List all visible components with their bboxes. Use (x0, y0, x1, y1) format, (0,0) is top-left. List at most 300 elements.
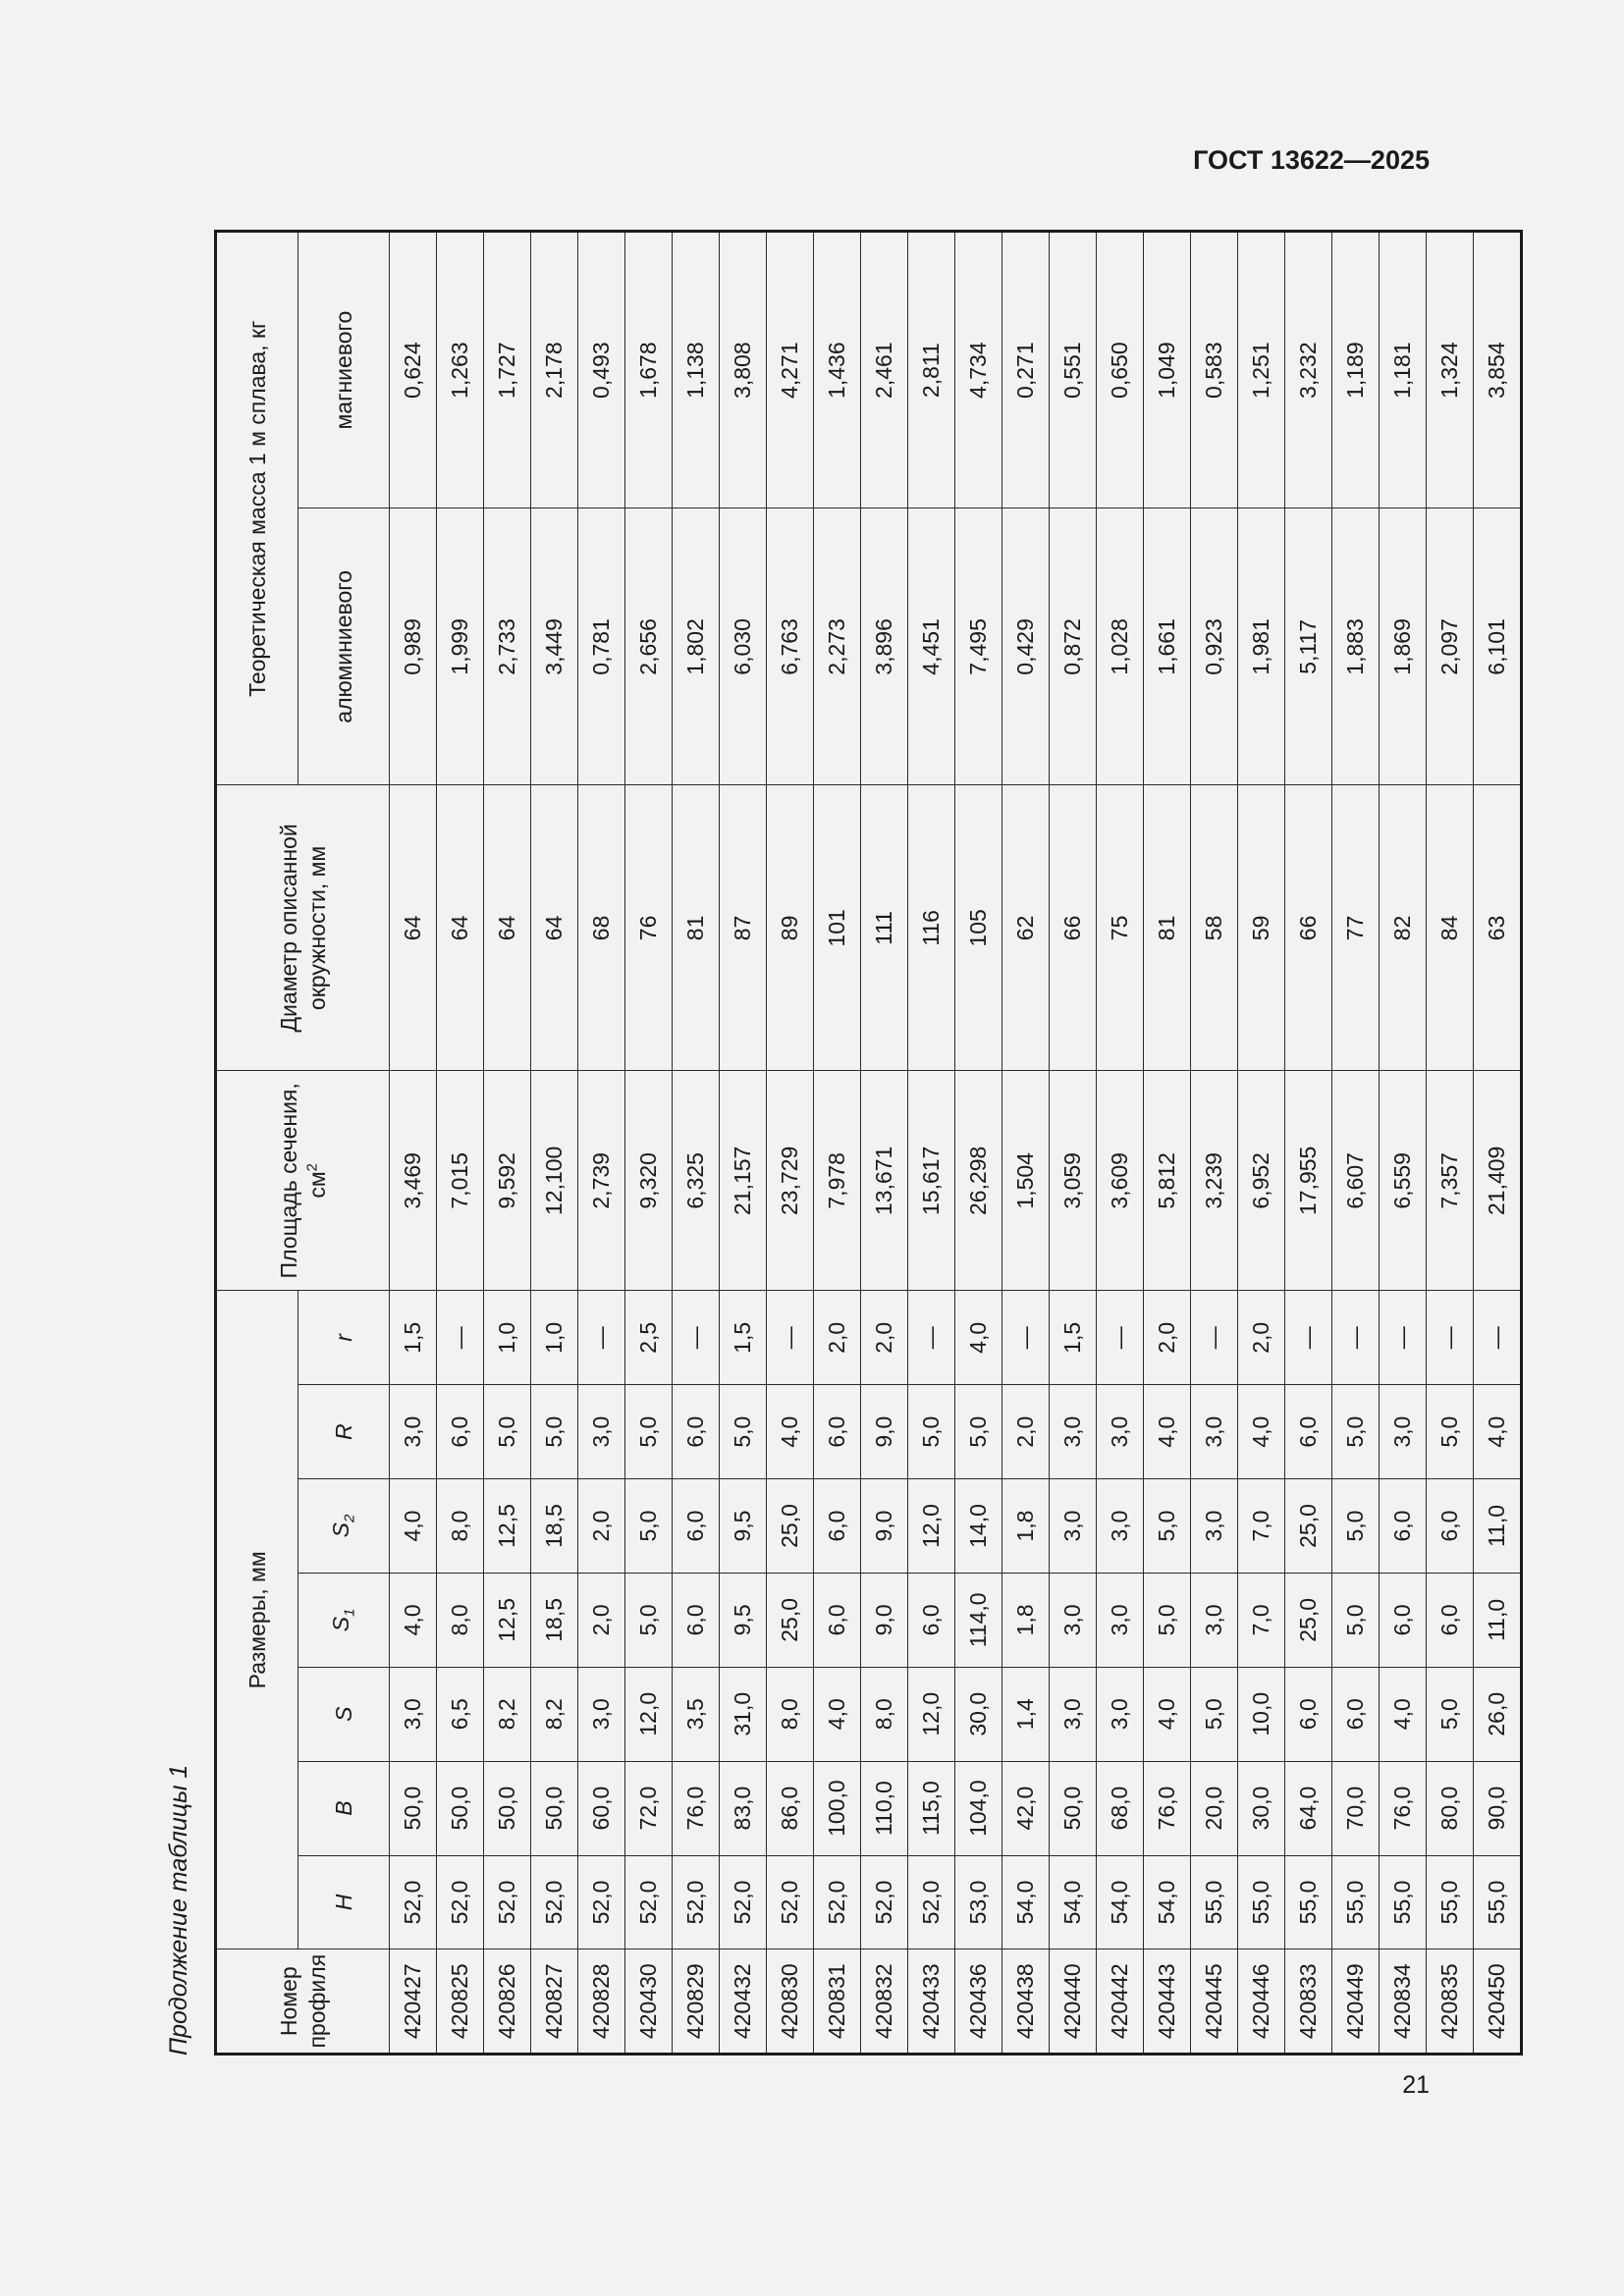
cell-area: 5,812 (1144, 1071, 1191, 1291)
header-area-text: Площадь сечения, см (275, 1083, 330, 1279)
cell-S1: 8,0 (437, 1573, 484, 1667)
cell-B: 70,0 (1332, 1761, 1380, 1855)
cell-S: 5,0 (1427, 1667, 1474, 1761)
cell-H: 52,0 (578, 1855, 625, 1949)
cell-r: — (1002, 1291, 1050, 1385)
table-row (1427, 232, 1474, 2055)
cell-mass-aluminum: 0,429 (1002, 508, 1050, 785)
cell-mass-magnesium: 3,854 (1474, 232, 1522, 508)
cell-area: 23,729 (767, 1071, 814, 1291)
cell-diameter: 76 (625, 785, 673, 1071)
table-row (1285, 232, 1332, 2055)
cell-profile-no: 420826 (484, 1949, 531, 2055)
table-row (1002, 232, 1050, 2055)
cell-R: 6,0 (437, 1385, 484, 1479)
cell-mass-magnesium: 3,232 (1285, 232, 1332, 508)
cell-S1: 9,0 (861, 1573, 908, 1667)
cell-R: 3,0 (390, 1385, 437, 1479)
cell-r: — (1427, 1291, 1474, 1385)
cell-r: 1,0 (484, 1291, 531, 1385)
cell-H: 52,0 (437, 1855, 484, 1949)
cell-profile-no: 420450 (1474, 1949, 1522, 2055)
cell-profile-no: 420827 (531, 1949, 578, 2055)
cell-B: 80,0 (1427, 1761, 1474, 1855)
cell-S: 8,0 (767, 1667, 814, 1761)
cell-S: 6,5 (437, 1667, 484, 1761)
cell-r: — (1285, 1291, 1332, 1385)
cell-r: 1,5 (720, 1291, 767, 1385)
table-row (720, 232, 767, 2055)
cell-area: 9,320 (625, 1071, 673, 1291)
table-row (1332, 232, 1380, 2055)
cell-area: 21,157 (720, 1071, 767, 1291)
table-continuation-label: Продолжение таблицы 1 (165, 1764, 192, 2056)
table-row (625, 232, 673, 2055)
header-S1-sub: 1 (341, 1608, 358, 1617)
cell-B: 72,0 (625, 1761, 673, 1855)
cell-r: — (437, 1291, 484, 1385)
cell-B: 76,0 (1144, 1761, 1191, 1855)
cell-S: 3,0 (390, 1667, 437, 1761)
cell-B: 90,0 (1474, 1761, 1522, 1855)
cell-diameter: 87 (720, 785, 767, 1071)
cell-R: 4,0 (1474, 1385, 1522, 1479)
cell-H: 55,0 (1474, 1855, 1522, 1949)
cell-S2: 5,0 (1332, 1479, 1380, 1574)
cell-mass-aluminum: 1,028 (1097, 508, 1144, 785)
page-number: 21 (1402, 2071, 1430, 2099)
cell-B: 30,0 (1238, 1761, 1285, 1855)
cell-profile-no: 420449 (1332, 1949, 1380, 2055)
cell-S: 3,0 (578, 1667, 625, 1761)
cell-area: 1,504 (1002, 1071, 1050, 1291)
header-S2 (298, 1479, 390, 1574)
cell-S1: 6,0 (908, 1573, 955, 1667)
cell-mass-magnesium: 1,049 (1144, 232, 1191, 508)
header-H: H (298, 1855, 390, 1949)
cell-B: 20,0 (1191, 1761, 1238, 1855)
cell-S1: 4,0 (390, 1573, 437, 1667)
cell-area: 3,609 (1097, 1071, 1144, 1291)
cell-r: — (767, 1291, 814, 1385)
cell-mass-aluminum: 1,981 (1238, 508, 1285, 785)
table-row (767, 232, 814, 2055)
cell-area: 3,239 (1191, 1071, 1238, 1291)
cell-B: 86,0 (767, 1761, 814, 1855)
cell-profile-no: 420436 (955, 1949, 1002, 2055)
cell-R: 5,0 (531, 1385, 578, 1479)
cell-mass-magnesium: 2,811 (908, 232, 955, 508)
header-S2-base: S (328, 1522, 354, 1538)
cell-S1: 5,0 (1332, 1573, 1380, 1667)
cell-H: 52,0 (390, 1855, 437, 1949)
cell-S2: 3,0 (1191, 1479, 1238, 1574)
cell-profile-no: 420442 (1097, 1949, 1144, 2055)
cell-diameter: 75 (1097, 785, 1144, 1071)
cell-area: 13,671 (861, 1071, 908, 1291)
cell-S2: 25,0 (767, 1479, 814, 1574)
cell-mass-magnesium: 1,189 (1332, 232, 1380, 508)
cell-profile-no: 420832 (861, 1949, 908, 2055)
cell-S: 6,0 (1285, 1667, 1332, 1761)
cell-S: 8,2 (484, 1667, 531, 1761)
cell-diameter: 58 (1191, 785, 1238, 1071)
cell-H: 52,0 (861, 1855, 908, 1949)
cell-diameter: 68 (578, 785, 625, 1071)
cell-S2: 12,0 (908, 1479, 955, 1574)
cell-mass-magnesium: 0,650 (1097, 232, 1144, 508)
cell-mass-aluminum: 0,989 (390, 508, 437, 785)
cell-mass-magnesium: 1,251 (1238, 232, 1285, 508)
cell-S2: 9,5 (720, 1479, 767, 1574)
header-S: S (298, 1667, 390, 1761)
cell-S1: 3,0 (1097, 1573, 1144, 1667)
cell-R: 4,0 (767, 1385, 814, 1479)
cell-B: 50,0 (1050, 1761, 1097, 1855)
cell-profile-no: 420830 (767, 1949, 814, 2055)
cell-H: 52,0 (484, 1855, 531, 1949)
cell-mass-aluminum: 1,661 (1144, 508, 1191, 785)
cell-mass-magnesium: 4,271 (767, 232, 814, 508)
cell-r: — (1380, 1291, 1427, 1385)
cell-diameter: 84 (1427, 785, 1474, 1071)
cell-diameter: 64 (484, 785, 531, 1071)
cell-S: 12,0 (625, 1667, 673, 1761)
cell-profile-no: 420828 (578, 1949, 625, 2055)
table-row (531, 232, 578, 2055)
cell-r: 2,0 (814, 1291, 861, 1385)
table-row (955, 232, 1002, 2055)
cell-S: 1,4 (1002, 1667, 1050, 1761)
cell-H: 52,0 (814, 1855, 861, 1949)
cell-diameter: 105 (955, 785, 1002, 1071)
cell-r: 2,0 (861, 1291, 908, 1385)
table-row (1238, 232, 1285, 2055)
cell-B: 42,0 (1002, 1761, 1050, 1855)
cell-S2: 5,0 (1144, 1479, 1191, 1574)
cell-mass-aluminum: 2,097 (1427, 508, 1474, 785)
cell-R: 6,0 (1285, 1385, 1332, 1479)
table-row (437, 232, 484, 2055)
cell-B: 50,0 (531, 1761, 578, 1855)
cell-S: 5,0 (1191, 1667, 1238, 1761)
cell-mass-aluminum: 3,449 (531, 508, 578, 785)
cell-mass-magnesium: 1,263 (437, 232, 484, 508)
cell-mass-aluminum: 2,273 (814, 508, 861, 785)
cell-S1: 114,0 (955, 1573, 1002, 1667)
cell-S: 4,0 (814, 1667, 861, 1761)
cell-mass-aluminum: 1,883 (1332, 508, 1380, 785)
table-row (1474, 232, 1522, 2055)
cell-mass-magnesium: 1,324 (1427, 232, 1474, 508)
cell-B: 76,0 (1380, 1761, 1427, 1855)
cell-r: — (1191, 1291, 1238, 1385)
cell-mass-magnesium: 1,181 (1380, 232, 1427, 508)
table-row (1380, 232, 1427, 2055)
cell-H: 55,0 (1191, 1855, 1238, 1949)
cell-S2: 5,0 (625, 1479, 673, 1574)
cell-profile-no: 420443 (1144, 1949, 1191, 2055)
cell-area: 17,955 (1285, 1071, 1332, 1291)
cell-diameter: 62 (1002, 785, 1050, 1071)
header-B: B (298, 1761, 390, 1855)
cell-mass-aluminum: 0,872 (1050, 508, 1097, 785)
cell-R: 5,0 (720, 1385, 767, 1479)
cell-S1: 25,0 (1285, 1573, 1332, 1667)
cell-profile-no: 420445 (1191, 1949, 1238, 2055)
cell-S2: 7,0 (1238, 1479, 1285, 1574)
cell-profile-no: 420825 (437, 1949, 484, 2055)
cell-r: 1,5 (390, 1291, 437, 1385)
cell-diameter: 77 (1332, 785, 1380, 1071)
cell-r: 2,5 (625, 1291, 673, 1385)
cell-mass-magnesium: 4,734 (955, 232, 1002, 508)
header-r: r (298, 1291, 390, 1385)
cell-r: — (673, 1291, 720, 1385)
table-row (484, 232, 531, 2055)
cell-S: 4,0 (1144, 1667, 1191, 1761)
cell-S1: 12,5 (484, 1573, 531, 1667)
cell-S1: 3,0 (1191, 1573, 1238, 1667)
cell-H: 55,0 (1380, 1855, 1427, 1949)
cell-mass-aluminum: 0,781 (578, 508, 625, 785)
cell-profile-no: 420829 (673, 1949, 720, 2055)
cell-B: 50,0 (484, 1761, 531, 1855)
cell-H: 55,0 (1332, 1855, 1380, 1949)
cell-mass-magnesium: 0,583 (1191, 232, 1238, 508)
cell-H: 52,0 (531, 1855, 578, 1949)
cell-S1: 5,0 (625, 1573, 673, 1667)
cell-diameter: 111 (861, 785, 908, 1071)
header-S1-base: S (328, 1616, 354, 1632)
table-row (814, 232, 861, 2055)
cell-B: 110,0 (861, 1761, 908, 1855)
table-row (861, 232, 908, 2055)
cell-R: 4,0 (1238, 1385, 1285, 1479)
cell-S1: 6,0 (673, 1573, 720, 1667)
cell-S1: 18,5 (531, 1573, 578, 1667)
cell-area: 2,739 (578, 1071, 625, 1291)
cell-S: 8,0 (861, 1667, 908, 1761)
cell-profile-no: 420440 (1050, 1949, 1097, 2055)
cell-B: 83,0 (720, 1761, 767, 1855)
cell-S1: 11,0 (1474, 1573, 1522, 1667)
cell-H: 52,0 (673, 1855, 720, 1949)
table-row (908, 232, 955, 2055)
cell-H: 52,0 (720, 1855, 767, 1949)
cell-diameter: 66 (1285, 785, 1332, 1071)
cell-diameter: 66 (1050, 785, 1097, 1071)
cell-mass-aluminum: 5,117 (1285, 508, 1332, 785)
cell-mass-aluminum: 3,896 (861, 508, 908, 785)
cell-mass-aluminum: 2,733 (484, 508, 531, 785)
cell-S: 3,0 (1097, 1667, 1144, 1761)
cell-diameter: 59 (1238, 785, 1285, 1071)
cell-profile-no: 420433 (908, 1949, 955, 2055)
cell-S: 3,0 (1050, 1667, 1097, 1761)
cell-mass-aluminum: 1,999 (437, 508, 484, 785)
cell-r: 2,0 (1238, 1291, 1285, 1385)
header-magnesium: магниевого (298, 232, 390, 508)
cell-H: 54,0 (1002, 1855, 1050, 1949)
cell-diameter: 82 (1380, 785, 1427, 1071)
cell-diameter: 63 (1474, 785, 1522, 1071)
cell-R: 5,0 (625, 1385, 673, 1479)
cell-r: 1,5 (1050, 1291, 1097, 1385)
cell-S2: 11,0 (1474, 1479, 1522, 1574)
cell-area: 7,015 (437, 1071, 484, 1291)
cell-r: — (1097, 1291, 1144, 1385)
cell-S2: 18,5 (531, 1479, 578, 1574)
cell-S: 30,0 (955, 1667, 1002, 1761)
table-row (1050, 232, 1097, 2055)
cell-S1: 3,0 (1050, 1573, 1097, 1667)
cell-S: 26,0 (1474, 1667, 1522, 1761)
header-diameter: Диаметр описанной окружности, мм (216, 785, 390, 1071)
cell-diameter: 64 (531, 785, 578, 1071)
cell-R: 5,0 (955, 1385, 1002, 1479)
cell-area: 9,592 (484, 1071, 531, 1291)
cell-S1: 5,0 (1144, 1573, 1191, 1667)
cell-mass-aluminum: 6,030 (720, 508, 767, 785)
cell-r: — (1332, 1291, 1380, 1385)
cell-R: 5,0 (1427, 1385, 1474, 1479)
cell-mass-aluminum: 6,101 (1474, 508, 1522, 785)
cell-B: 64,0 (1285, 1761, 1332, 1855)
table-row (673, 232, 720, 2055)
cell-R: 2,0 (1002, 1385, 1050, 1479)
cell-area: 3,469 (390, 1071, 437, 1291)
cell-S: 10,0 (1238, 1667, 1285, 1761)
cell-mass-aluminum: 4,451 (908, 508, 955, 785)
cell-S: 31,0 (720, 1667, 767, 1761)
cell-mass-aluminum: 1,802 (673, 508, 720, 785)
header-mass-group: Теоретическая масса 1 м сплава, кг (216, 232, 298, 786)
cell-S2: 1,8 (1002, 1479, 1050, 1574)
cell-mass-magnesium: 0,551 (1050, 232, 1097, 508)
cell-area: 6,607 (1332, 1071, 1380, 1291)
cell-H: 52,0 (767, 1855, 814, 1949)
cell-S2: 6,0 (814, 1479, 861, 1574)
cell-mass-magnesium: 1,727 (484, 232, 531, 508)
cell-mass-magnesium: 0,271 (1002, 232, 1050, 508)
cell-area: 15,617 (908, 1071, 955, 1291)
cell-B: 115,0 (908, 1761, 955, 1855)
cell-R: 6,0 (814, 1385, 861, 1479)
cell-H: 55,0 (1427, 1855, 1474, 1949)
cell-S2: 12,5 (484, 1479, 531, 1574)
table-row (1191, 232, 1238, 2055)
cell-mass-aluminum: 2,656 (625, 508, 673, 785)
cell-H: 54,0 (1050, 1855, 1097, 1949)
cell-S2: 8,0 (437, 1479, 484, 1574)
rotated-table-area (157, 230, 1509, 2056)
cell-S2: 6,0 (1380, 1479, 1427, 1574)
cell-S2: 6,0 (673, 1479, 720, 1574)
cell-area: 26,298 (955, 1071, 1002, 1291)
cell-r: 2,0 (1144, 1291, 1191, 1385)
cell-diameter: 101 (814, 785, 861, 1071)
cell-S1: 25,0 (767, 1573, 814, 1667)
cell-mass-magnesium: 1,436 (814, 232, 861, 508)
cell-S1: 6,0 (814, 1573, 861, 1667)
cell-profile-no: 420432 (720, 1949, 767, 2055)
cell-S1: 2,0 (578, 1573, 625, 1667)
cell-S1: 6,0 (1427, 1573, 1474, 1667)
cell-R: 3,0 (1097, 1385, 1144, 1479)
cell-r: — (908, 1291, 955, 1385)
cell-S: 6,0 (1332, 1667, 1380, 1761)
cell-S2: 3,0 (1050, 1479, 1097, 1574)
cell-B: 104,0 (955, 1761, 1002, 1855)
cell-profile-no: 420834 (1380, 1949, 1427, 2055)
cell-H: 52,0 (908, 1855, 955, 1949)
cell-H: 55,0 (1285, 1855, 1332, 1949)
cell-profile-no: 420446 (1238, 1949, 1285, 2055)
cell-H: 54,0 (1097, 1855, 1144, 1949)
header-area-sup: 2 (302, 1163, 320, 1172)
cell-R: 6,0 (673, 1385, 720, 1479)
cell-S1: 9,5 (720, 1573, 767, 1667)
cell-S1: 7,0 (1238, 1573, 1285, 1667)
header-R: R (298, 1385, 390, 1479)
cell-mass-magnesium: 1,138 (673, 232, 720, 508)
cell-S2: 3,0 (1097, 1479, 1144, 1574)
cell-R: 9,0 (861, 1385, 908, 1479)
cell-mass-aluminum: 0,923 (1191, 508, 1238, 785)
table-row (1097, 232, 1144, 2055)
cell-mass-aluminum: 6,763 (767, 508, 814, 785)
cell-S2: 14,0 (955, 1479, 1002, 1574)
table-row (1144, 232, 1191, 2055)
cell-area: 7,357 (1427, 1071, 1474, 1291)
header-profile-no: Номер профиля (216, 1949, 390, 2055)
cell-H: 53,0 (955, 1855, 1002, 1949)
cell-B: 50,0 (437, 1761, 484, 1855)
cell-area: 3,059 (1050, 1071, 1097, 1291)
cell-S: 8,2 (531, 1667, 578, 1761)
cell-diameter: 89 (767, 785, 814, 1071)
cell-mass-magnesium: 2,461 (861, 232, 908, 508)
cell-r: 4,0 (955, 1291, 1002, 1385)
cell-profile-no: 420835 (1427, 1949, 1474, 2055)
cell-R: 3,0 (1050, 1385, 1097, 1479)
cell-B: 68,0 (1097, 1761, 1144, 1855)
cell-area: 7,978 (814, 1071, 861, 1291)
cell-area: 12,100 (531, 1071, 578, 1291)
cell-profile-no: 420430 (625, 1949, 673, 2055)
cell-diameter: 64 (390, 785, 437, 1071)
cell-S2: 4,0 (390, 1479, 437, 1574)
cell-S2: 25,0 (1285, 1479, 1332, 1574)
cell-S1: 6,0 (1380, 1573, 1427, 1667)
cell-area: 21,409 (1474, 1071, 1522, 1291)
cell-S: 3,5 (673, 1667, 720, 1761)
cell-R: 3,0 (1191, 1385, 1238, 1479)
cell-profile-no: 420438 (1002, 1949, 1050, 2055)
cell-mass-magnesium: 3,808 (720, 232, 767, 508)
cell-profile-no: 420831 (814, 1949, 861, 2055)
cell-R: 5,0 (1332, 1385, 1380, 1479)
header-S1 (298, 1573, 390, 1667)
cell-R: 5,0 (484, 1385, 531, 1479)
cell-S: 4,0 (1380, 1667, 1427, 1761)
cell-r: — (1474, 1291, 1522, 1385)
cell-profile-no: 420427 (390, 1949, 437, 2055)
table-row (390, 232, 437, 2055)
cell-mass-magnesium: 1,678 (625, 232, 673, 508)
cell-mass-aluminum: 1,869 (1380, 508, 1427, 785)
